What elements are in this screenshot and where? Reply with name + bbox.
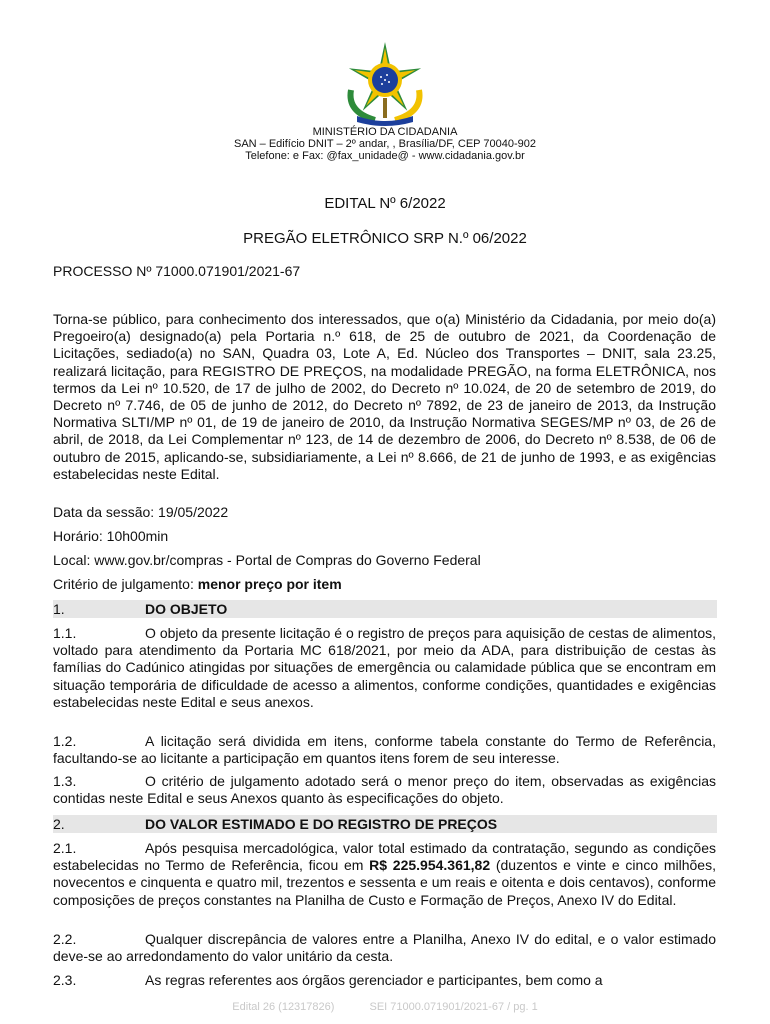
ministry-name: MINISTÉRIO DA CIDADANIA: [312, 126, 458, 138]
paragraph-text: A licitação será dividida em itens, conforme tabela constante do Termo de Referência, facultando-se ao licitante a participação em quantos itens forem de seu interesse.: [53, 733, 716, 767]
section-number: 2.: [53, 816, 65, 832]
text-before-value: Após pesquisa mercadológica, valor total estimado da contratação, segundo as condições estabelecidas no Termo de Referência, ficou em: [53, 840, 716, 874]
criterio-julgamento: [53, 576, 342, 592]
paragraph-1-1: [53, 625, 716, 711]
edital-title: EDITAL Nº 6/2022: [324, 195, 446, 212]
paragraph-number: 2.1.: [53, 840, 77, 856]
session-date: Data da sessão: 19/05/2022: [53, 504, 229, 520]
paragraph-text: O objeto da presente licitação é o registro de preços para aquisição de cestas de alimentos, voltado para atendimento da Portaria MC 618/2021, por meio da ADA, para distribuição de cestas às famílias do Cadúnico atingidas por situações de emergência ou calamidade pública que se encontram em situação temporária de dificuldade de acesso a alimentos, conforme condições, quantidades e exigências estabelecidas neste Edital e seus anexos.: [53, 625, 716, 710]
paragraph-2-1: [53, 840, 716, 909]
footer-document-id: Edital 26 (12317826): [232, 1001, 335, 1013]
section-title: DO VALOR ESTIMADO E DO REGISTRO DE PREÇOS: [145, 816, 498, 832]
paragraph-number: 1.3.: [53, 773, 77, 789]
paragraph-text: O critério de julgamento adotado será o menor preço do item, observadas as exigências contidas neste Edital e seus Anexos quanto às especificações do objeto.: [53, 773, 716, 807]
criterio-value: menor preço por item: [197, 576, 342, 592]
section-1-header: [53, 600, 717, 618]
session-time: Horário: 10h00min: [53, 528, 169, 544]
text-after-value: (duzentos e vinte e cinco milhões, novecentos e cinquenta e quatro mil, trezentos e sessenta e um reais e oitenta e dois centavos), conforme composições de preços constantes na Planilha de Custo e Formação de Preços, Anexo IV do Edital.: [53, 857, 716, 908]
criterio-label: Critério de julgamento:: [53, 576, 198, 592]
paragraph-number: 2.2.: [53, 931, 77, 947]
paragraph-1-2: [53, 733, 716, 767]
paragraph-1-3: [53, 773, 716, 807]
footer-sei-page: SEI 71000.071901/2021-67 / pg. 1: [369, 1001, 538, 1013]
estimated-value: R$ 225.954.361,82: [369, 857, 491, 874]
paragraph-text: [53, 840, 716, 909]
ministry-contact: Telefone: e Fax: @fax_unidade@ - www.cidadania.gov.br: [245, 150, 525, 162]
page-footer: [0, 1001, 770, 1013]
intro-paragraph: Torna-se público, para conhecimento dos interessados, que o(a) Ministério da Cidadania, por meio do(a) Pregoeiro(a) designado(a) pela Portaria n.º 618, de 25 de outubro de 2021, da Coordenação de Licitações, sediado(a) no SAN, Quadra 03, Lote A, Ed. Núcleo dos Transportes – DNIT, sala 23.25, realizará licitação, para REGISTRO DE PREÇOS, na modalidade PREGÃO, na forma ELETRÔNICA, nos termos da Lei nº 10.520, de 17 de julho de 2002, do Decreto nº 10.024, de 20 de setembro de 2019, do Decreto nº 7.746, de 05 de junho de 2012, do Decreto nº 7892, de 23 de janeiro de 2013, da Instrução Normativa SLTI/MP nº 01, de 19 de janeiro de 2010, da Instrução Normativa SEGES/MP nº 03, de 26 de abril, de 2018, da Lei Complementar nº 123, de 14 de dezembro de 2006, do Decreto nº 8.538, de 06 de outubro de 2015, aplicando-se, subsidiariamente, a Lei nº 8.666, de 21 de junho de 1993, e as exigências estabelecidas neste Edital.: [53, 311, 716, 482]
section-number: 1.: [53, 601, 65, 617]
paragraph-number: 1.2.: [53, 733, 77, 749]
paragraph-number: 1.1.: [53, 625, 77, 641]
paragraph-2-3: [53, 972, 716, 989]
brazil-coat-of-arms-icon: [337, 40, 433, 128]
processo-number: PROCESSO Nº 71000.071901/2021-67: [53, 263, 301, 279]
session-local: Local: www.gov.br/compras - Portal de Compras do Governo Federal: [53, 552, 481, 568]
pregao-title: PREGÃO ELETRÔNICO SRP N.º 06/2022: [243, 230, 527, 247]
paragraph-text: As regras referentes aos órgãos gerenciador e participantes, bem como a: [145, 972, 603, 988]
paragraph-text: Qualquer discrepância de valores entre a Planilha, Anexo IV do edital, e o valor estimado deve-se ao arredondamento do valor unitário da cesta.: [53, 931, 716, 965]
paragraph-number: 2.3.: [53, 972, 77, 988]
section-2-header: [53, 815, 717, 833]
ministry-address: SAN – Edifício DNIT – 2º andar, , Brasília/DF, CEP 70040-902: [234, 138, 536, 150]
paragraph-2-2: [53, 931, 716, 965]
section-title: DO OBJETO: [145, 601, 228, 617]
